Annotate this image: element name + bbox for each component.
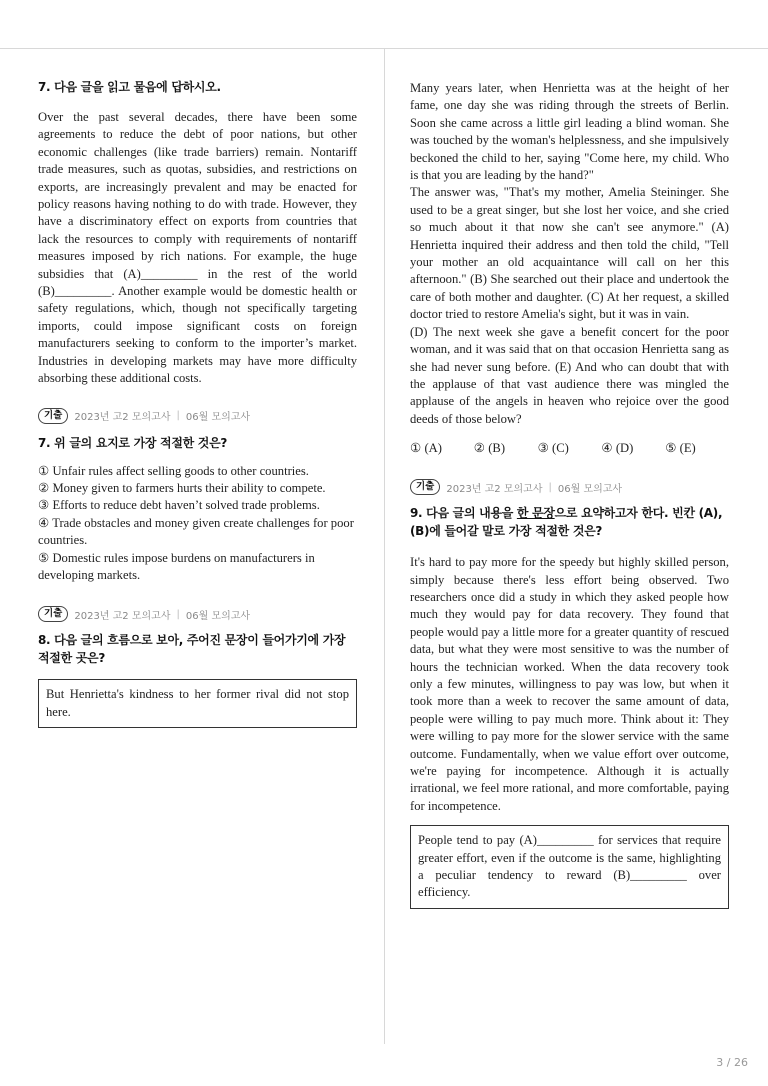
question-9-source xyxy=(410,479,729,495)
question-9-passage: It's hard to pay more for the speedy but highly skilled person, simply because there's less effort being observed. Two researchers once did a study in which they asked people how much they would pay for data recovery. They found that people would pay a little more for a greater quantity of rescued data, but what they were most sensitive to was the number of hours the technician worked. When the data recovery took only a few minutes, willingness to pay was low, but when it took more than a week to recover the same amount of data, people were willing to pay much more. Think about it: They were willing to pay more for the slower service with the same outcome. Fundamentally, when we value effort over outcome, we're paying for incompetence. Although it is actually irrational, we feel more rational, and more comfortable, paying for incompetence. xyxy=(410,555,729,813)
question-7-options xyxy=(38,463,357,585)
question-9-title xyxy=(410,504,729,540)
source-month: 06월 모의고사 xyxy=(557,483,623,495)
choice-4[interactable]: ④ (D) xyxy=(601,441,634,456)
question-7-title: 7. 다음 글을 읽고 물음에 답하시오. xyxy=(38,80,221,94)
question-8-source xyxy=(38,606,357,622)
source-separator: | xyxy=(176,608,180,620)
source-badge: 기출 xyxy=(410,479,440,495)
left-column xyxy=(38,78,357,728)
question-9-summary-box: People tend to pay (A)_________ for services that require greater effort, even if the outcome is the same, highlighting a peculiar tendency to reward (B)_________ over efficiency. xyxy=(410,825,729,909)
source-separator: | xyxy=(548,481,552,493)
source-badge: 기출 xyxy=(38,408,68,424)
source-month: 06월 모의고사 xyxy=(185,412,251,423)
option-5[interactable]: ⑤ Domestic rules impose burdens on manufacturers in developing markets. xyxy=(38,550,315,582)
page-number: 3 / 26 xyxy=(716,1056,748,1069)
column-divider xyxy=(384,49,385,1044)
title-part: 9. 다음 글의 내용을 xyxy=(410,506,517,521)
option-2[interactable]: ② Money given to farmers hurts their ability to compete. xyxy=(38,480,326,495)
question-8-choices xyxy=(410,440,729,457)
question-8-passage xyxy=(410,80,729,428)
choice-2[interactable]: ② (B) xyxy=(473,441,506,456)
source-month: 06월 모의고사 xyxy=(185,610,251,622)
source-badge: 기출 xyxy=(38,606,68,622)
choice-3[interactable]: ③ (C) xyxy=(537,441,569,456)
right-column xyxy=(410,80,729,909)
option-4[interactable]: ④ Trade obstacles and money given create challenges for poor countries. xyxy=(38,515,354,548)
passage-paragraph: Many years later, when Henrietta was at the height of her fame, one day she was riding through the streets of Berlin. Soon she came across a little girl leading a blind woman. She was touched by the woman's helplessness, and she impulsively beckoned the child to her, saying "Come here, my child. Who is that you are leading by the hand?" xyxy=(410,81,729,183)
source-year: 2023년 고2 모의고사 xyxy=(74,610,171,622)
passage-paragraph: (D) The next week she gave a benefit concert for the poor woman, and it was said that on that occasion Henrietta sang as she had never sung before. (E) And who can doubt that with the applause of that vast audience there was mingled the applause of the angels in heaven who rejoice over the good deeds of those below? xyxy=(410,324,729,426)
question-7-source xyxy=(38,408,357,424)
source-year: 2023년 고2 모의고사 xyxy=(446,483,543,495)
question-8-title: 8. 다음 글의 흐름으로 보아, 주어진 문장이 들어가기에 가장 적절한 곳은? xyxy=(38,633,346,666)
question-8-given-sentence: But Henrietta's kindness to her former rival did not stop here. xyxy=(38,679,357,728)
passage-paragraph: The answer was, "That's my mother, Amelia Steininger. She used to be a great singer, but she lost her voice, and she cried so much about it that now she can't see anymore." (A) Henrietta inquired their address and then told the child, "Tell your mother an old acquaintance will call on her this afternoon." (B) She searched out their place and undertook the care of both mother and daughter. (C) At her request, a skilled doctor tried to restore Amelia's sight, but it was in vain. xyxy=(410,185,729,322)
question-7-subtitle: 7. 위 글의 요지로 가장 적절한 것은? xyxy=(38,435,228,450)
title-underlined: 한 문장 xyxy=(516,506,555,521)
source-separator: | xyxy=(176,410,180,421)
question-7-passage: Over the past several decades, there have been some agreements to reduce the debt of poor nations, but other economic challenges (like trade barriers) remain. Nontariff trade measures, such as quotas, subsidies, and restrictions on exports, are increasingly prevalent and may be enacted for policy reasons having nothing to do with trade. However, they have a discriminatory effect on exports from countries that lack the resources to comply with requirements of nontariff measures imposed by rich nations. For example, the huge subsidies that (A)_________ in the rest of the world (B)_________. Another example would be domestic health or safety regulations, which, though not specifically targeting imports, could impose significant costs on foreign manufacturers seeking to conform to the importer’s market. Industries in developing markets may have more difficulty absorbing these additional costs. xyxy=(38,110,357,386)
source-year: 2023년 고2 모의고사 xyxy=(74,412,171,423)
choice-1[interactable]: ① (A) xyxy=(410,441,442,456)
title-part: 으로 요약하고자 한다. 빈칸 (A), (B)에 들어갈 말로 가장 적절한 것은? xyxy=(410,506,723,539)
choice-5[interactable]: ⑤ (E) xyxy=(665,441,696,456)
option-1[interactable]: ① Unfair rules affect selling goods to other countries. xyxy=(38,463,309,478)
option-3[interactable]: ③ Efforts to reduce debt haven’t solved trade problems. xyxy=(38,498,320,513)
